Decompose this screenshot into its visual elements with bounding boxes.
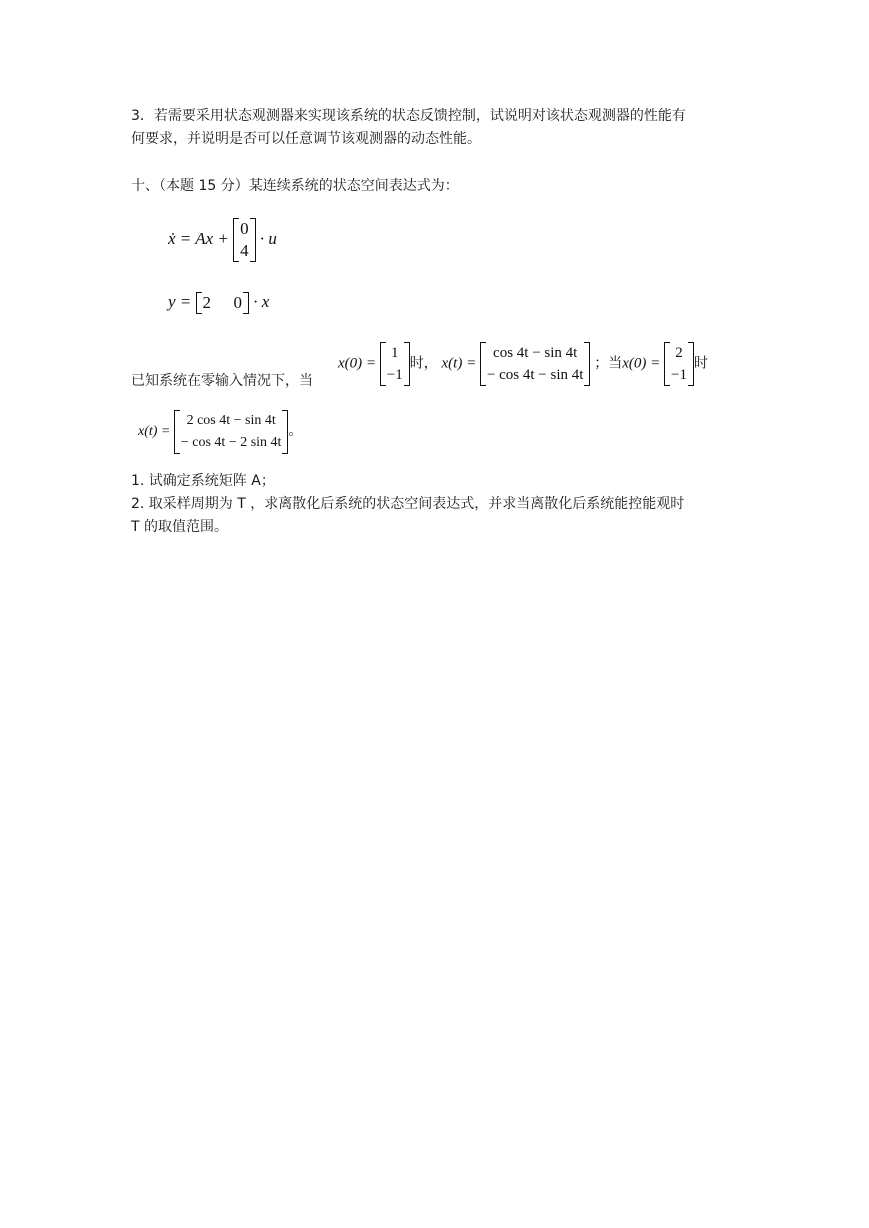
task-2-line1: 2. 取采样周期为 T ，求离散化后系统的状态空间表达式，并求当离散化后系统能控能观时	[131, 496, 685, 512]
x0-a-bottom: −1	[386, 367, 403, 383]
x0-label-b: x(0) =	[622, 355, 661, 372]
x0-a-top: 1	[391, 345, 399, 361]
condition-expression	[338, 342, 708, 386]
xt-label-a: x(t) =	[441, 355, 477, 372]
xt-a-bottom: − cos 4t − sin 4t	[486, 367, 584, 383]
response-expression	[138, 410, 302, 454]
x0-label-a: x(0) =	[338, 355, 377, 372]
b-top: 0	[240, 219, 249, 238]
b-bottom: 4	[240, 241, 249, 260]
xt-b-bottom: − cos 4t − 2 sin 4t	[180, 435, 282, 450]
task-2-line2: T 的取值范围。	[131, 519, 229, 535]
input-matrix-b	[233, 218, 256, 262]
x0-matrix-b	[664, 342, 694, 386]
task-1: 1. 试确定系统矩阵 A；	[131, 473, 275, 489]
q10-heading: 十、（本题 15 分）某连续系统的状态空间表达式为：	[131, 178, 459, 194]
state-equation	[168, 218, 277, 262]
output-eq-lhs: y =	[168, 292, 192, 311]
end-mark: 。	[288, 423, 303, 440]
c-1: 2	[202, 293, 212, 313]
q3-line1: 3．若需要采用状态观测器来实现该系统的状态反馈控制，试说明对该状态观测器的性能有	[131, 108, 686, 124]
shi-1: 时，	[409, 355, 438, 372]
x0-matrix-a	[380, 342, 410, 386]
condition-prefix: 已知系统在零输入情况下，当	[131, 373, 313, 389]
xt-b-top: 2 cos 4t − sin 4t	[186, 413, 276, 428]
x0-b-top: 2	[675, 345, 683, 361]
x0-b-bottom: −1	[670, 367, 687, 383]
output-eq-rhs: · x	[253, 292, 270, 311]
shi-2: 时	[693, 355, 708, 372]
output-matrix-c	[196, 292, 250, 314]
xt-matrix-b	[174, 410, 289, 454]
xt-label-b: x(t) =	[138, 424, 171, 440]
q3-line2: 何要求，并说明是否可以任意调节该观测器的动态性能。	[131, 131, 481, 147]
state-eq-lhs: ẋ = Ax +	[168, 228, 229, 248]
xt-a-top: cos 4t − sin 4t	[493, 345, 578, 361]
state-eq-rhs: · u	[259, 228, 277, 248]
xt-matrix-a	[480, 342, 591, 386]
output-equation	[168, 292, 269, 314]
c-2: 0	[233, 293, 243, 313]
separator: ；当	[594, 355, 623, 372]
